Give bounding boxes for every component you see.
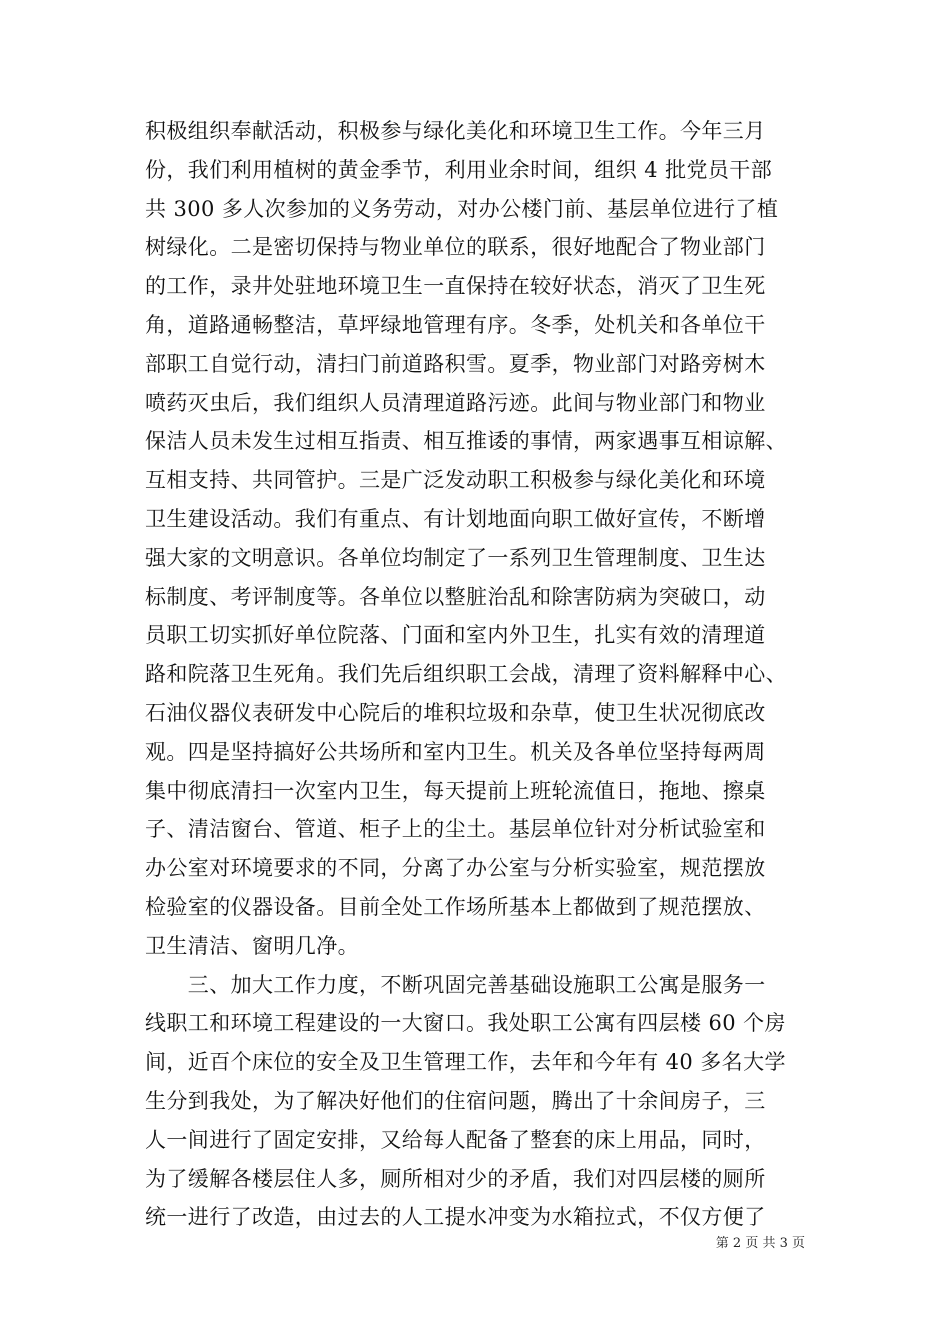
page-number-label: 第 2 页 共 3 页	[715, 1236, 805, 1251]
text-line-8: 喷药灭虫后，我们组织人员清理道路污迹。此间与物业部门和物业	[145, 390, 766, 415]
page-footer	[0, 1232, 950, 1251]
text-line-21: 检验室的仪器设备。目前全处工作场所基本上都做到了规范摆放、	[145, 894, 766, 919]
text-line-14: 员职工切实抓好单位院落、门面和室内外卫生，扎实有效的清理道	[145, 623, 766, 648]
text-line-4: 树绿化。二是密切保持与物业单位的联系，很好地配合了物业部门	[145, 235, 766, 260]
text-line-1: 积极组织奉献活动，积极参与绿化美化和环境卫生工作。今年三月	[145, 119, 766, 143]
text-line-23: 三、加大工作力度，不断巩固完善基础设施职工公寓是服务一	[145, 972, 766, 997]
body-text	[145, 112, 813, 1237]
text-line-3: 共 300 多人次参加的义务劳动，对办公楼门前、基层单位进行了植	[145, 196, 779, 221]
text-line-16: 石油仪器仪表研发中心院后的堆积垃圾和杂草，使卫生状况彻底改	[145, 700, 766, 725]
text-line-5: 的工作，录井处驻地环境卫生一直保持在较好状态，消灭了卫生死	[145, 274, 766, 299]
text-line-24: 线职工和环境工程建设的一大窗口。我处职工公寓有四层楼 60 个房	[145, 1011, 786, 1036]
text-line-15: 路和院落卫生死角。我们先后组织职工会战，清理了资料解释中心、	[145, 662, 787, 687]
text-line-22: 卫生清洁、窗明几净。	[145, 933, 359, 958]
text-line-29: 统一进行了改造，由过去的人工提水冲变为水箱拉式，不仅方便了	[145, 1205, 766, 1230]
text-line-11: 卫生建设活动。我们有重点、有计划地面向职工做好宣传，不断增	[145, 506, 766, 531]
text-line-2: 份，我们利用植树的黄金季节，利用业余时间，组织 4 批党员干部	[145, 157, 773, 182]
text-line-28: 为了缓解各楼层住人多，厕所相对少的矛盾，我们对四层楼的厕所	[145, 1166, 766, 1191]
text-line-18: 集中彻底清扫一次室内卫生，每天提前上班轮流值日，拖地、擦桌	[145, 778, 766, 803]
text-line-26: 生分到我处，为了解决好他们的住宿问题，腾出了十余间房子，三	[145, 1088, 766, 1113]
text-line-20: 办公室对环境要求的不同，分离了办公室与分析实验室，规范摆放	[145, 856, 766, 881]
text-line-9: 保洁人员未发生过相互指责、相互推诿的事情，两家遇事互相谅解、	[145, 429, 787, 454]
text-line-19: 子、清洁窗台、管道、柜子上的尘土。基层单位针对分析试验室和	[145, 817, 766, 842]
text-line-10: 互相支持、共同管护。三是广泛发动职工积极参与绿化美化和环境	[145, 468, 766, 493]
text-line-13: 标制度、考评制度等。各单位以整脏治乱和除害防病为突破口，动	[145, 584, 766, 609]
text-line-7: 部职工自觉行动，清扫门前道路积雪。夏季，物业部门对路旁树木	[145, 351, 766, 376]
text-line-17: 观。四是坚持搞好公共场所和室内卫生。机关及各单位坚持每两周	[145, 739, 766, 764]
text-line-6: 角，道路通畅整洁，草坪绿地管理有序。冬季，处机关和各单位干	[145, 312, 766, 337]
text-line-25: 间，近百个床位的安全及卫生管理工作，去年和今年有 40 多名大学	[145, 1050, 786, 1075]
text-line-27: 人一间进行了固定安排，又给每人配备了整套的床上用品，同时，	[145, 1127, 766, 1152]
text-line-12: 强大家的文明意识。各单位均制定了一系列卫生管理制度、卫生达	[145, 545, 766, 570]
